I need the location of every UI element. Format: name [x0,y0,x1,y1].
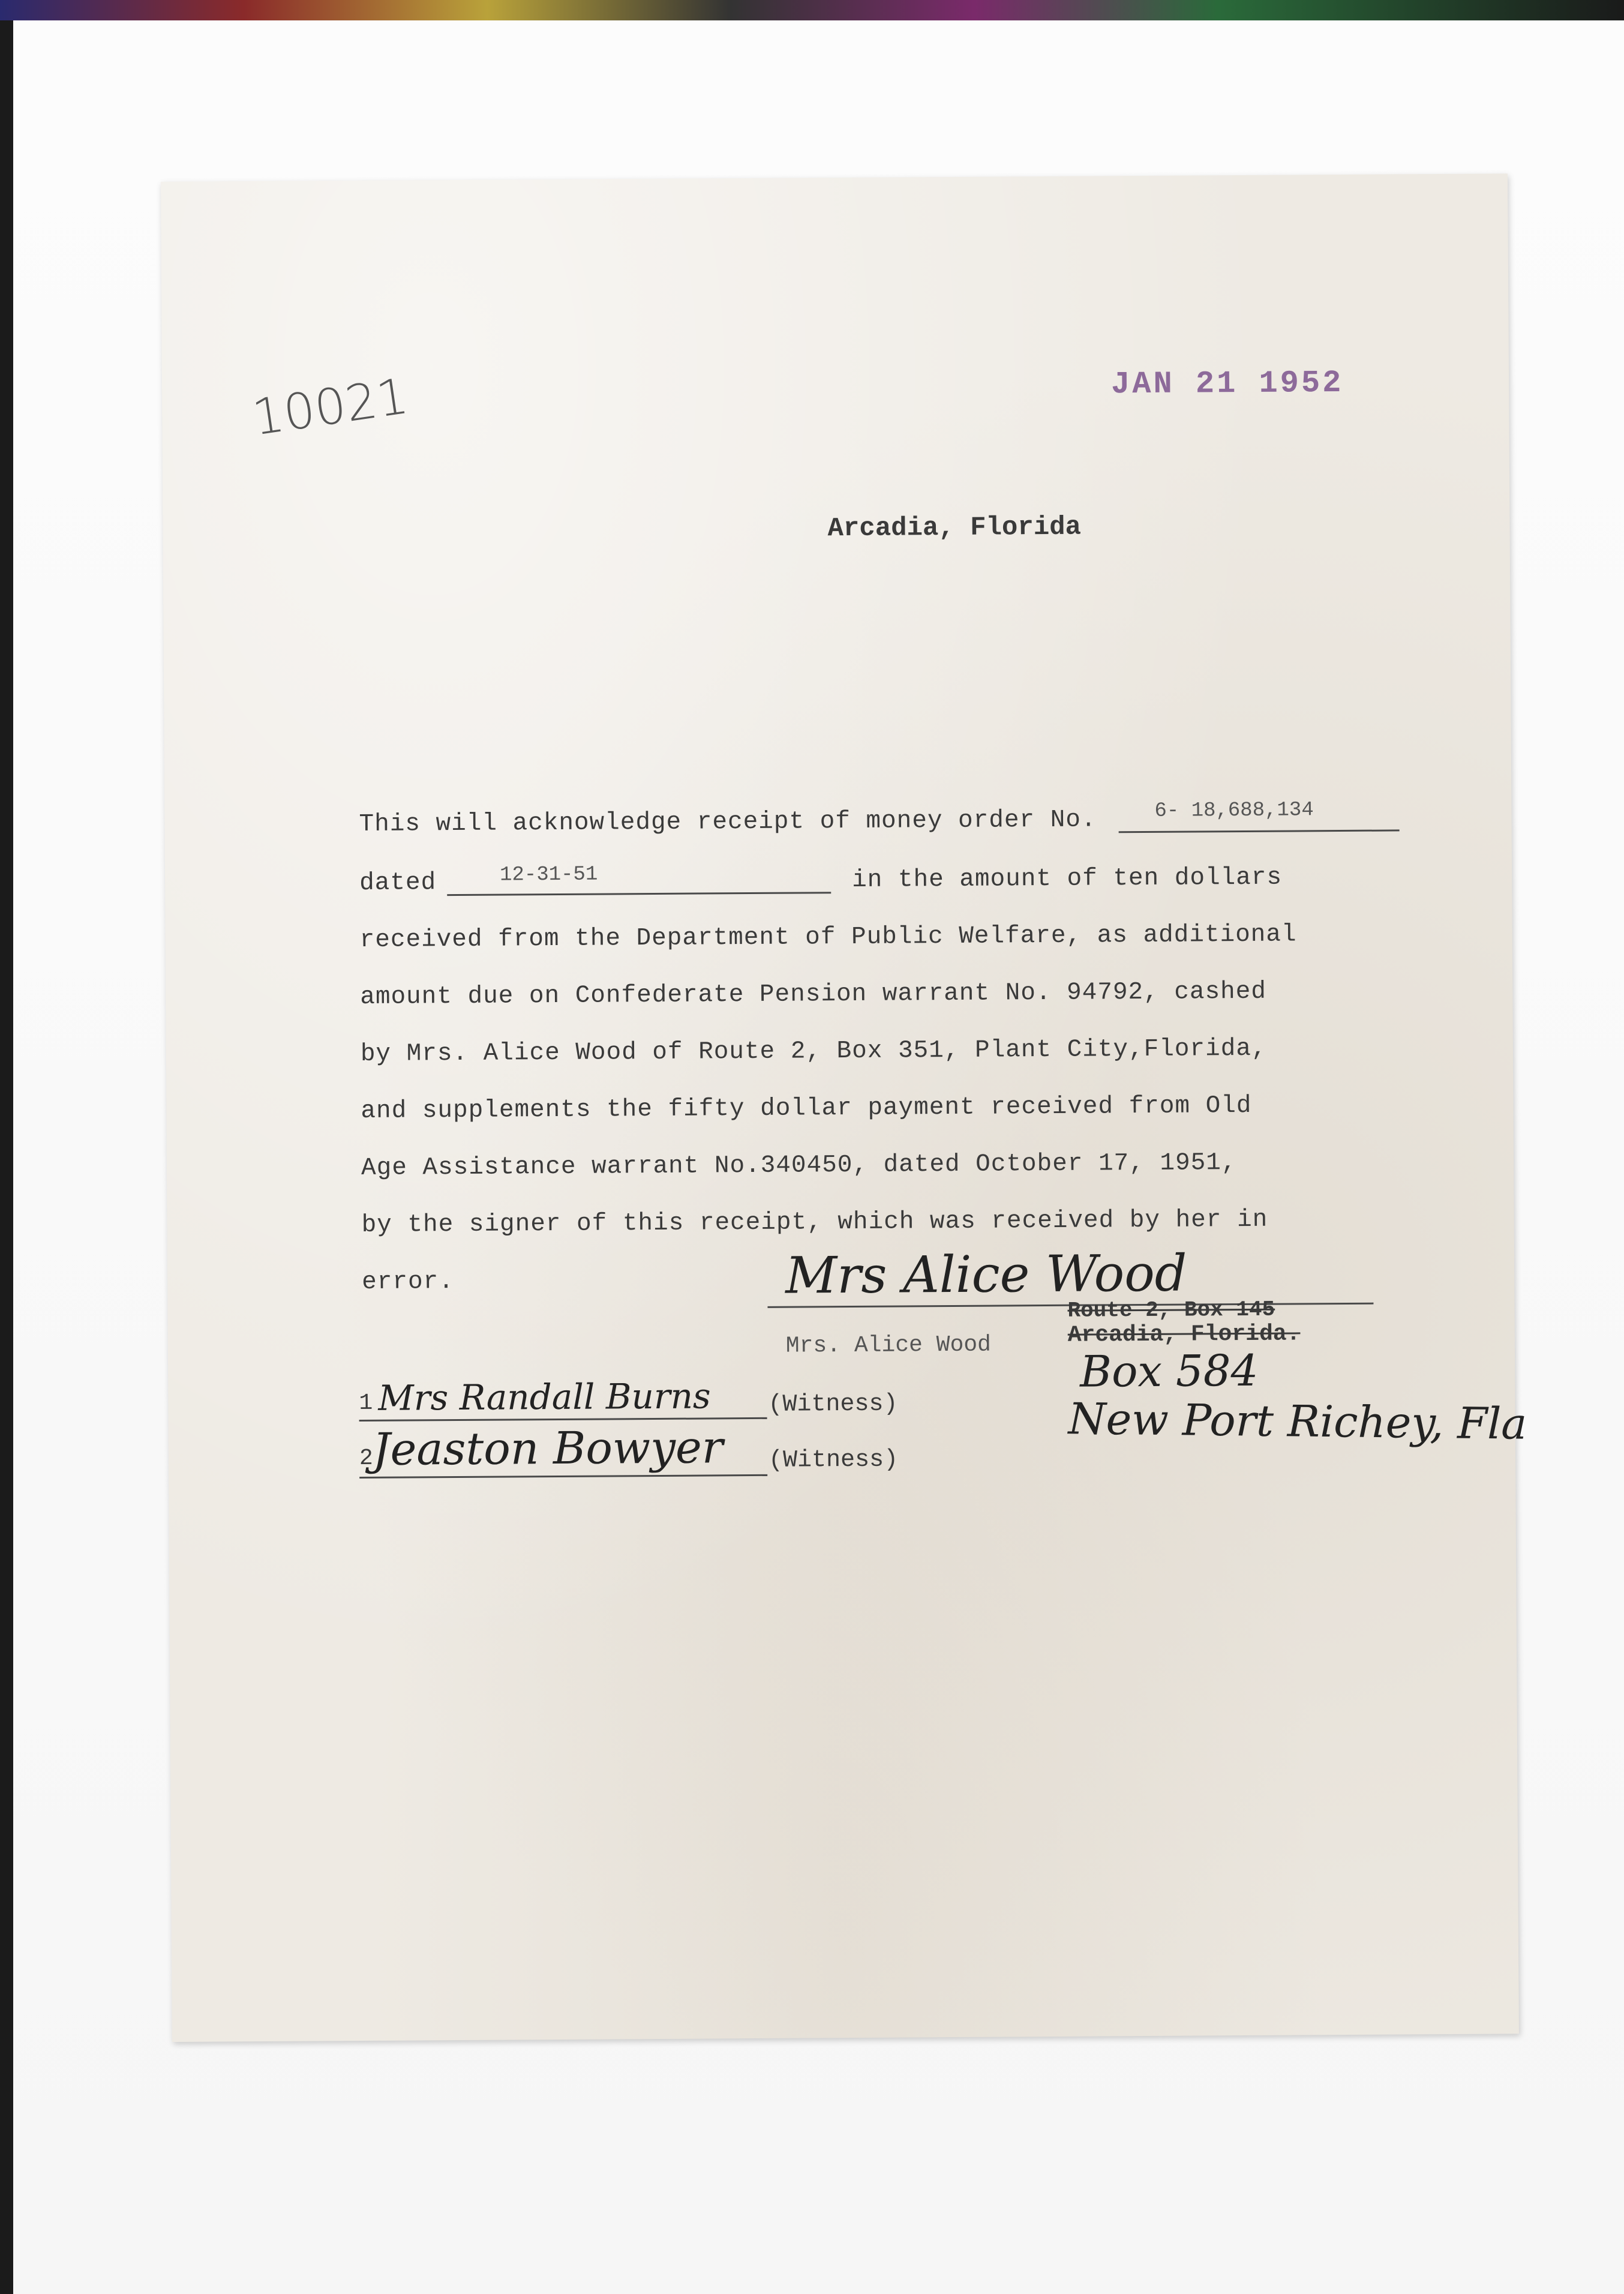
money-order-prefix: This will acknowledge receipt of money order No. [359,806,1097,839]
body-line-1 [359,806,1096,838]
scanner-edge-shadow [0,20,13,2294]
new-address-line-2: New Port Richey, Fla [1068,1393,1527,1449]
signer-signature: Mrs Alice Wood [785,1243,1187,1305]
date-underline [447,892,831,896]
witness-1-number: 1 [359,1390,373,1417]
witness-1-label: (Witness) [768,1390,898,1419]
witness-2-signature: Jeaston Bowyer [372,1422,724,1476]
witness-1-signature: Mrs Randall Burns [378,1375,711,1419]
body-line-3: received from the Department of Public Welfare, as additional [359,920,1297,954]
old-address-line-2: Arcadia, Florida. [1067,1321,1301,1348]
pencil-file-number: 10021 [248,367,412,447]
body-line-9: error. [362,1268,454,1296]
received-date-stamp: JAN 21 1952 [1110,365,1344,403]
witness-2-label: (Witness) [768,1446,899,1474]
body-line-6: and supplements the fifty dollar payment received from Old [361,1091,1252,1125]
body-line-4: amount due on Confederate Pension warrant No. 94792, cashed [360,977,1267,1011]
body-line-7: Age Assistance warrant No.340450, dated October 17, 1951, [361,1149,1237,1182]
body-line-5: by Mrs. Alice Wood of Route 2, Box 351, Plant City,Florida, [360,1034,1267,1068]
receipt-document [161,173,1527,2042]
body-line-2-prefix: dated [359,869,437,897]
money-order-date: 12-31-51 [499,863,598,887]
body-line-2-suffix: in the amount of ten dollars [851,863,1283,894]
money-order-number: 6- 18,688,134 [1154,799,1314,823]
money-order-underline [1119,829,1400,833]
place-heading: Arcadia, Florida [827,512,1082,544]
scanner-color-strip [0,0,1624,20]
signer-typed-name: Mrs. Alice Wood [785,1332,992,1359]
old-address-line-1: Route 2, Box 145 [1067,1297,1275,1323]
witness-2-number: 2 [359,1445,373,1472]
body-line-8: by the signer of this receipt, which was received by her in [361,1206,1268,1239]
new-address-line-1: Box 584 [1079,1345,1259,1397]
